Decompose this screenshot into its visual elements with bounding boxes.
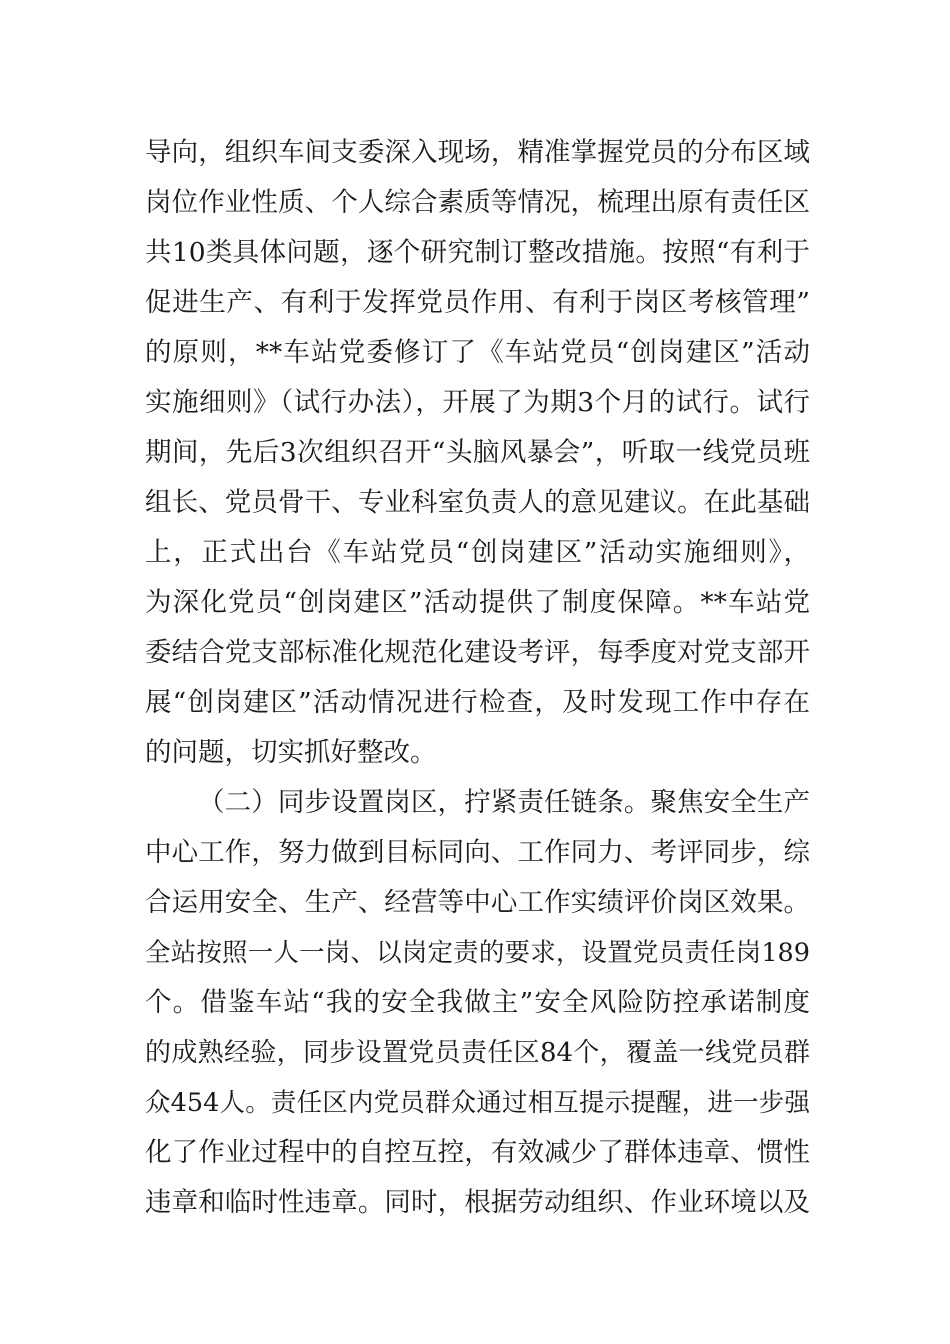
paragraph-line: 期间，先后3次组织召开“头脑风暴会”，听取一线党员班 (145, 437, 810, 468)
paragraph-line: 中心工作，努力做到目标同向、工作同力、考评同步，综 (145, 837, 810, 868)
paragraph-line: 的原则，**车站党委修订了《车站党员“创岗建区”活动 (145, 337, 810, 368)
paragraph-line: 委结合党支部标准化规范化建设考评，每季度对党支部开 (145, 637, 810, 668)
paragraph-line: 岗位作业性质、个人综合素质等情况，梳理出原有责任区 (145, 187, 810, 218)
paragraph-line: 为深化党员“创岗建区”活动提供了制度保障。**车站党 (145, 587, 810, 618)
paragraph-line: 化了作业过程中的自控互控，有效减少了群体违章、惯性 (145, 1137, 810, 1168)
paragraph-line: 上，正式出台《车站党员“创岗建区”活动实施细则》， (145, 537, 810, 568)
paragraph-line: 全站按照一人一岗、以岗定责的要求，设置党员责任岗189 (145, 938, 810, 968)
paragraph-line: 的问题，切实抓好整改。 (145, 737, 437, 768)
paragraph-line: 众454人。责任区内党员群众通过相互提示提醒，进一步强 (145, 1088, 810, 1118)
paragraph-line: 组长、党员骨干、专业科室负责人的意见建议。在此基础 (145, 487, 810, 518)
paragraph-line: 导向，组织车间支委深入现场，精准掌握党员的分布区域 (145, 137, 810, 168)
paragraph-line: 合运用安全、生产、经营等中心工作实绩评价岗区效果。 (145, 887, 810, 918)
paragraph-line: 实施细则》（试行办法），开展了为期3个月的试行。试行 (145, 387, 810, 418)
paragraph-line: 个。借鉴车站“我的安全我做主”安全风险防控承诺制度 (145, 987, 810, 1018)
paragraph-line: 的成熟经验，同步设置党员责任区84个，覆盖一线党员群 (145, 1038, 810, 1068)
paragraph-line: 共10类具体问题，逐个研究制订整改措施。按照“有利于 (145, 237, 810, 268)
paragraph-line: 促进生产、有利于发挥党员作用、有利于岗区考核管理” (145, 287, 810, 318)
section-heading-line: （二）同步设置岗区，拧紧责任链条。聚焦安全生产 (198, 787, 810, 818)
paragraph-line: 展“创岗建区”活动情况进行检查，及时发现工作中存在 (145, 687, 810, 718)
paragraph-line: 违章和临时性违章。同时，根据劳动组织、作业环境以及 (145, 1187, 810, 1218)
